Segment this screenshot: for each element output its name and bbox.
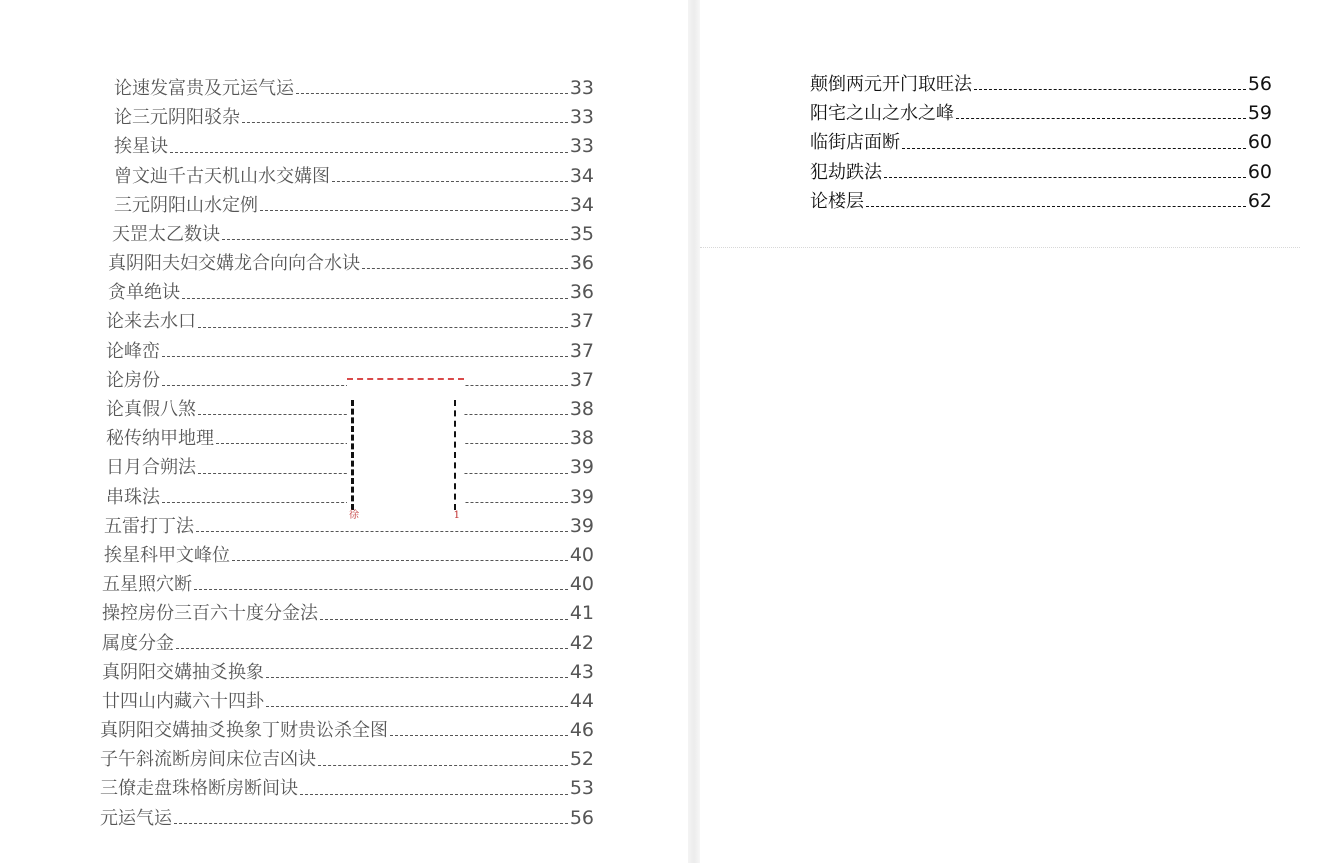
toc-entry-title: 真阴阳夫妇交媾龙合向向合水诀 xyxy=(108,253,360,275)
toc-entry-title: 阳宅之山之水之峰 xyxy=(810,103,954,125)
toc-entry-page: 60 xyxy=(1247,131,1272,154)
toc-entry-page: 38 xyxy=(569,398,594,421)
toc-entry[interactable] xyxy=(100,804,594,833)
toc-leader xyxy=(198,327,568,328)
toc-entry-page: 42 xyxy=(569,631,594,654)
stamp-mark-left: 徐 xyxy=(349,510,359,521)
toc-leader xyxy=(266,706,568,707)
toc-entry-page: 36 xyxy=(569,252,594,275)
toc-leader xyxy=(260,210,568,211)
toc-entry-page: 39 xyxy=(569,456,594,479)
toc-entry[interactable] xyxy=(112,220,594,249)
toc-entry-page: 36 xyxy=(569,281,594,304)
toc-entry-page: 33 xyxy=(569,135,594,158)
toc-leader xyxy=(332,181,568,182)
toc-entry-title: 元运气运 xyxy=(100,807,172,829)
toc-entry-title: 临街店面断 xyxy=(810,132,900,154)
toc-entry-title: 串珠法 xyxy=(106,486,160,508)
toc-leader xyxy=(196,531,568,532)
toc-leader xyxy=(362,268,568,269)
toc-leader xyxy=(162,356,568,357)
toc-leader xyxy=(176,648,568,649)
toc-entry-title: 贪单绝诀 xyxy=(108,282,180,304)
toc-entry[interactable] xyxy=(114,191,594,220)
toc-entry-title: 论房份 xyxy=(106,369,160,391)
toc-leader xyxy=(232,560,568,561)
toc-entry-page: 56 xyxy=(1247,72,1272,95)
toc-entry-title: 廿四山内藏六十四卦 xyxy=(102,690,264,712)
toc-leader xyxy=(170,152,568,153)
toc-entry-page: 34 xyxy=(569,164,594,187)
seal-stamp xyxy=(347,378,464,523)
stamp-bracket-left xyxy=(351,400,358,510)
toc-entry[interactable] xyxy=(102,658,594,687)
toc-leader xyxy=(222,239,568,240)
toc-leader xyxy=(194,589,568,590)
toc-entry-title: 挨星诀 xyxy=(114,136,168,158)
toc-entry-page: 37 xyxy=(569,368,594,391)
toc-leader xyxy=(902,148,1246,149)
toc-entry[interactable] xyxy=(102,687,594,716)
toc-entry-title: 曾文辿千古天机山水交媾图 xyxy=(114,165,330,187)
toc-entry-page: 53 xyxy=(569,777,594,800)
toc-entry-title: 真阴阳交媾抽爻换象丁财贵讼杀全图 xyxy=(100,720,388,742)
toc-entry-title: 三僚走盘珠格断房断间诀 xyxy=(100,778,298,800)
toc-entry[interactable] xyxy=(104,541,594,570)
toc-entry-title: 属度分金 xyxy=(102,632,174,654)
toc-entry-title: 天罡太乙数诀 xyxy=(112,223,220,245)
toc-entry[interactable] xyxy=(114,74,594,103)
toc-entry-page: 39 xyxy=(569,485,594,508)
toc-entry-page: 60 xyxy=(1247,160,1272,183)
toc-entry[interactable] xyxy=(106,337,594,366)
toc-entry-title: 挨星科甲文峰位 xyxy=(104,544,230,566)
toc-entry[interactable] xyxy=(810,99,1272,128)
toc-entry[interactable] xyxy=(114,132,594,161)
toc-entry-page: 37 xyxy=(569,339,594,362)
toc-leader xyxy=(296,93,568,94)
toc-entry-page: 40 xyxy=(569,543,594,566)
toc-entry[interactable] xyxy=(114,162,594,191)
toc-entry[interactable] xyxy=(114,103,594,132)
toc-entry[interactable] xyxy=(810,158,1272,187)
toc-leader xyxy=(974,89,1246,90)
toc-right-list xyxy=(810,70,1272,216)
toc-leader xyxy=(866,206,1246,207)
toc-entry-page: 34 xyxy=(569,193,594,216)
toc-entry-title: 五星照穴断 xyxy=(102,574,192,596)
toc-entry-title: 秘传纳甲地理 xyxy=(106,428,214,450)
toc-leader xyxy=(300,794,568,795)
toc-entry-title: 犯劫跌法 xyxy=(810,161,882,183)
toc-entry-title: 论真假八煞 xyxy=(106,399,196,421)
toc-entry[interactable] xyxy=(102,599,594,628)
stamp-mark-right: 1 xyxy=(453,510,460,521)
toc-leader xyxy=(320,619,568,620)
page-divider xyxy=(688,0,700,863)
toc-entry[interactable] xyxy=(100,745,594,774)
toc-entry-page: 38 xyxy=(569,427,594,450)
toc-entry-title: 颠倒两元开门取旺法 xyxy=(810,73,972,95)
toc-entry-title: 三元阴阳山水定例 xyxy=(114,194,258,216)
toc-entry[interactable] xyxy=(100,775,594,804)
toc-entry[interactable] xyxy=(810,128,1272,157)
toc-entry-page: 59 xyxy=(1247,102,1272,125)
toc-leader xyxy=(956,118,1246,119)
toc-entry[interactable] xyxy=(108,278,594,307)
scan-edge-line xyxy=(700,247,1300,248)
toc-leader xyxy=(390,735,568,736)
toc-entry-page: 46 xyxy=(569,719,594,742)
toc-entry-page: 37 xyxy=(569,310,594,333)
toc-entry-title: 论峰峦 xyxy=(106,340,160,362)
toc-leader xyxy=(266,677,568,678)
toc-entry-page: 56 xyxy=(569,806,594,829)
toc-entry-page: 35 xyxy=(569,222,594,245)
toc-entry-page: 62 xyxy=(1247,189,1272,212)
toc-entry-title: 操控房份三百六十度分金法 xyxy=(102,603,318,625)
toc-entry-title: 论来去水口 xyxy=(106,311,196,333)
toc-entry[interactable] xyxy=(106,308,594,337)
toc-entry[interactable] xyxy=(100,716,594,745)
toc-entry[interactable] xyxy=(108,249,594,278)
toc-entry-title: 论速发富贵及元运气运 xyxy=(114,77,294,99)
toc-entry-title: 五雷打丁法 xyxy=(104,515,194,537)
toc-leader xyxy=(884,177,1246,178)
toc-entry-page: 33 xyxy=(569,106,594,129)
toc-entry-title: 真阴阳交媾抽爻换象 xyxy=(102,661,264,683)
toc-entry[interactable] xyxy=(102,570,594,599)
toc-entry-title: 论三元阴阳驳杂 xyxy=(114,107,240,129)
toc-entry-page: 39 xyxy=(569,514,594,537)
toc-leader xyxy=(174,823,568,824)
toc-entry-title: 论楼层 xyxy=(810,190,864,212)
stamp-bracket-right xyxy=(452,400,456,510)
toc-entry[interactable] xyxy=(810,187,1272,216)
toc-entry-page: 41 xyxy=(569,602,594,625)
toc-entry-page: 33 xyxy=(569,76,594,99)
toc-entry-page: 43 xyxy=(569,660,594,683)
toc-entry-title: 日月合朔法 xyxy=(106,457,196,479)
toc-leader xyxy=(242,122,568,123)
toc-entry-title: 子午斜流断房间床位吉凶诀 xyxy=(100,749,316,771)
toc-entry[interactable] xyxy=(810,70,1272,99)
toc-leader xyxy=(318,765,568,766)
toc-entry-page: 44 xyxy=(569,689,594,712)
toc-leader xyxy=(182,298,568,299)
toc-entry[interactable] xyxy=(102,629,594,658)
toc-entry-page: 52 xyxy=(569,748,594,771)
toc-entry-page: 40 xyxy=(569,573,594,596)
